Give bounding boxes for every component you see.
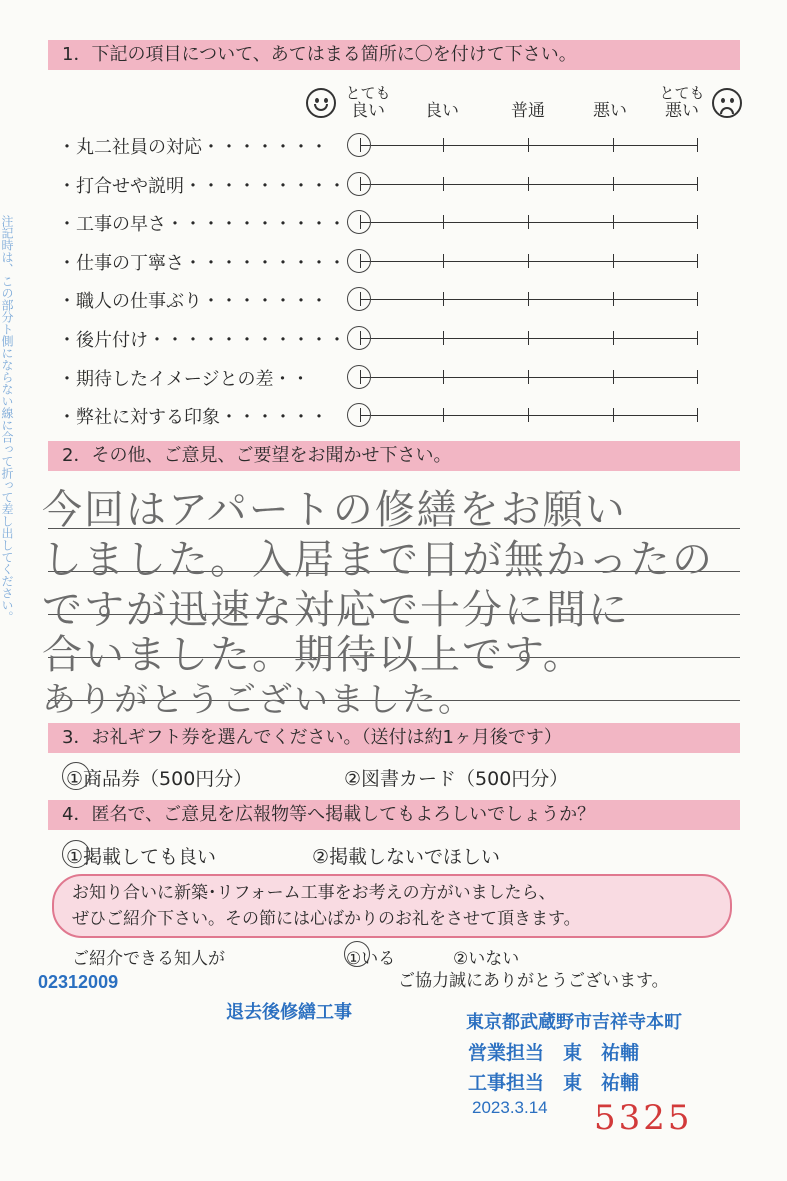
section3-title: 3．お礼ギフト券を選んでください。（送付は約1ヶ月後です） (48, 723, 740, 753)
handwritten-comment-line: ですが迅速な対応で十分に間に (42, 587, 630, 633)
rating-scale (360, 261, 698, 262)
rating-item-label: ・打合せや説明・・・・・・・・・ (58, 176, 346, 197)
selection-circle[interactable] (347, 133, 371, 157)
referral-question: ご紹介できる知人が (72, 949, 225, 969)
selection-circle (62, 840, 90, 868)
handwritten-comment-line: しました。入居まで日が無かったの (42, 537, 714, 583)
rating-item-label: ・後片付け・・・・・・・・・・・ (58, 330, 346, 351)
referral-box (52, 874, 732, 938)
selection-circle[interactable] (347, 210, 371, 234)
smiley-face-icon (306, 88, 336, 118)
scale-very-good: とても 良い (345, 84, 391, 121)
side-fold-note: 注記時は、この部分ト側にならない線に合って折って差し出してください。 (0, 215, 14, 623)
gift-option-gift-card[interactable]: ①商品券（500円分） (66, 768, 253, 790)
section4-title: 4．匿名で、ご意見を広報物等へ掲載してもよろしいでしょうか？ (48, 800, 740, 830)
selection-circle[interactable] (347, 365, 371, 389)
selection-circle[interactable] (347, 249, 371, 273)
work-type: 退去後修繕工事 (226, 1002, 352, 1022)
rating-item-label: ・工事の早さ・・・・・・・・・・ (58, 214, 346, 235)
handwritten-number: 5325 (594, 1098, 693, 1138)
scale-normal: 普通 (511, 101, 545, 121)
rating-scale (360, 145, 698, 146)
section2-title: 2．その他、ご意見、ご要望をお聞かせ下さい。 (48, 441, 740, 471)
scale-very-bad: とても 悪い (659, 84, 705, 121)
rating-item-label: ・職人の仕事ぶり・・・・・・・ (58, 291, 328, 312)
rating-item-label: ・丸二社員の対応・・・・・・・ (58, 137, 328, 158)
rating-scale (360, 415, 698, 416)
selection-circle (62, 762, 90, 790)
sad-face-icon (712, 88, 742, 118)
selection-circle[interactable] (347, 403, 371, 427)
gift-option-book-card[interactable]: ②図書カード（500円分） (344, 768, 569, 790)
selection-circle[interactable] (347, 326, 371, 350)
stamp-address: 東京都武蔵野市吉祥寺本町 (466, 1012, 682, 1032)
stamp-sales-staff: 営業担当 東 祐輔 (468, 1043, 640, 1064)
referral-option-no[interactable]: ②いない (453, 949, 520, 969)
scale-bad: 悪い (593, 101, 627, 121)
handwritten-comment-line: ありがとうございました。 (42, 680, 474, 720)
handwritten-comment-line: 合いました。期待以上です。 (42, 632, 585, 678)
rating-scale (360, 184, 698, 185)
rating-item-label: ・弊社に対する印象・・・・・・ (58, 407, 328, 428)
stamp-construction-staff: 工事担当 東 祐輔 (468, 1073, 640, 1094)
thanks-message: ご協力誠にありがとうございます。 (398, 971, 669, 991)
rating-scale (360, 222, 698, 223)
stamp-date: 2023.3.14 (472, 1098, 548, 1117)
rating-item-label: ・仕事の丁寧さ・・・・・・・・・ (58, 253, 346, 274)
publish-option-yes[interactable]: ①掲載しても良い (66, 846, 217, 868)
selection-circle[interactable] (347, 287, 371, 311)
section1-title: 1．下記の項目について、あてはまる箇所に〇を付けて下さい。 (48, 40, 740, 70)
handwritten-comment-line: 今回はアパートの修繕をお願い (42, 487, 627, 533)
selection-circle[interactable] (347, 172, 371, 196)
rating-scale (360, 377, 698, 378)
rating-item-label: ・期待したイメージとの差・・ (58, 369, 310, 390)
referral-option-yes[interactable]: ①いる (346, 949, 396, 969)
scale-good: 良い (425, 101, 459, 121)
publish-option-no[interactable]: ②掲載しないでほしい (312, 846, 501, 868)
referral-text-line: お知り合いに新築･リフォーム工事をお考えの方がいましたら、 (72, 883, 556, 903)
rating-scale (360, 299, 698, 300)
survey-code: 02312009 (38, 972, 119, 992)
referral-text-line: ぜひご紹介下さい。その節には心ばかりのお礼をさせて頂きます。 (72, 909, 581, 929)
rating-scale (360, 338, 698, 339)
selection-circle (344, 941, 370, 967)
